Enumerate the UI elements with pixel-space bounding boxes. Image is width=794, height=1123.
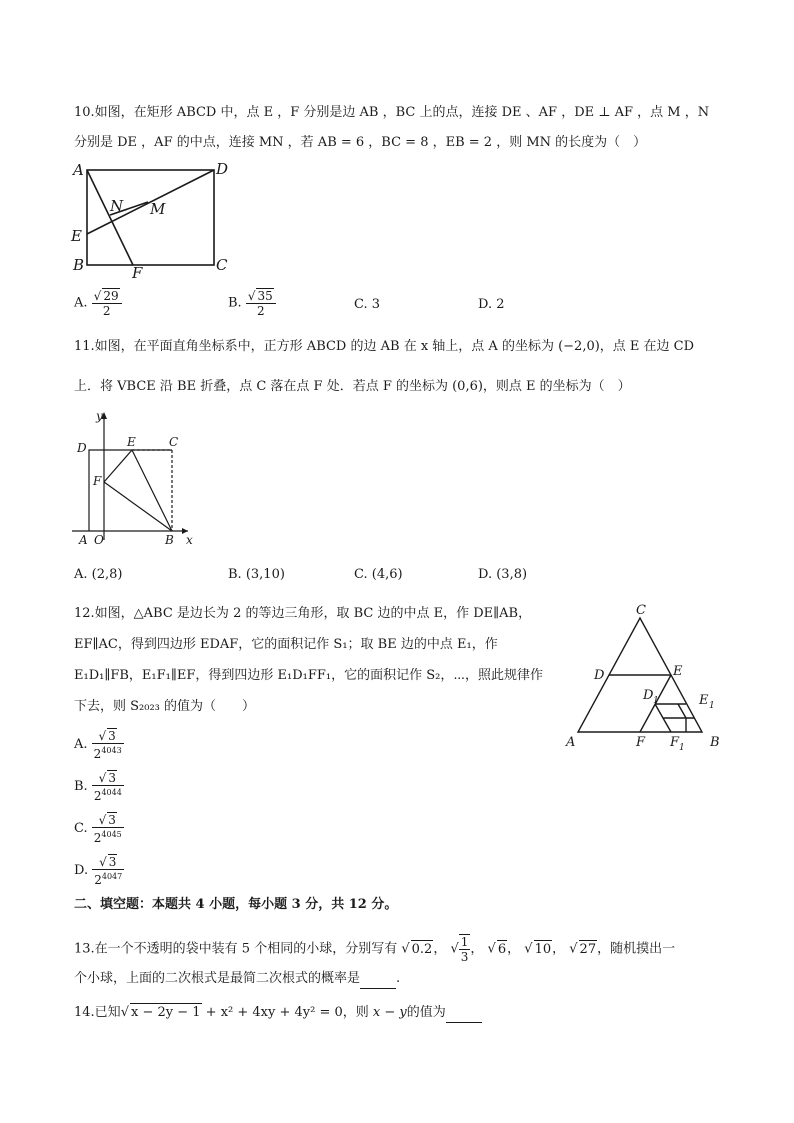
q10-option-c[interactable]: C. 3 xyxy=(354,297,381,312)
section-heading-fill-in: 二、填空题：本题共 4 小题，每小题 3 分，共 12 分。 xyxy=(74,897,398,912)
q13-line1: 13.在一个不透明的袋中装有 5 个相同的小球，分别写有 √ 0.2， √ $\frac{1}{3}$ ， √ 6， √ 10， √ 27，随机摸出一 xyxy=(74,935,676,964)
q11-option-c[interactable]: C. (4,6) xyxy=(354,567,403,582)
q10-label-f: F xyxy=(132,264,143,282)
q10-line1: 10.如图，在矩形 ABCD 中，点 E ，F 分别是边 AB ，BC 上的点，连接 DE 、AF ，DE ⊥ AF ，点 M ，N xyxy=(74,105,710,120)
q12-label-f1: F xyxy=(670,735,680,750)
q12-line2: EF∥AC，得到四边形 EDAF，它的面积记作 S₁；取 BE 边的中点 E₁，作 xyxy=(74,637,498,652)
q11-label-d: D xyxy=(77,441,87,455)
q12-label-d1: D xyxy=(643,688,654,703)
q10-label-m: M xyxy=(150,200,166,218)
q11-coordinate-figure xyxy=(70,408,200,548)
q10-label-a: A xyxy=(73,161,84,179)
q12-label-e1: E xyxy=(699,693,709,708)
q12-option-d[interactable]: D. $\frac{√ 3}{2^{4047}}$ xyxy=(74,855,123,887)
q10-label-b: B xyxy=(73,256,85,274)
q12-label-a: A xyxy=(566,735,576,750)
q11-label-f: F xyxy=(93,474,102,488)
q12-line4: 下去，则 S₂₀₂₃ 的值为（ ） xyxy=(74,699,256,714)
q11-option-b[interactable]: B. (3,10) xyxy=(228,567,285,582)
q10-option-a[interactable]: A. $\frac{√ 29}{2}$ xyxy=(74,288,122,318)
q13-line2: 个小球，上面的二次根式是最简二次根式的概率是 . xyxy=(74,970,400,989)
svg-text:1: 1 xyxy=(653,696,659,706)
q13-answer-blank[interactable] xyxy=(360,970,396,989)
q12-label-e: E xyxy=(673,664,683,679)
q12-line3: E₁D₁∥FB，E₁F₁∥EF，得到四边形 E₁D₁FF₁，它的面积记作 S₂，⋯，照此规律作 xyxy=(74,668,544,683)
q12-label-b: B xyxy=(710,735,720,750)
q10-rectangle-figure xyxy=(70,158,240,283)
q11-label-x: x xyxy=(186,533,193,547)
q11-label-y: y xyxy=(96,409,103,423)
q12-option-b[interactable]: B. $\frac{√ 3}{2^{4044}}$ xyxy=(74,771,122,803)
q11-label-c: C xyxy=(169,435,179,449)
q10-label-d: D xyxy=(216,160,229,178)
q11-option-d[interactable]: D. (3,8) xyxy=(478,567,528,582)
q10-option-b[interactable]: B. $\frac{√ 35}{2}$ xyxy=(228,288,276,318)
q12-label-c: C xyxy=(636,603,646,618)
q11-label-a: A xyxy=(79,533,88,547)
q11-option-a[interactable]: A. (2,8) xyxy=(74,567,123,582)
q14-line: 14.已知√ x − 2y − 1 + x² + 4xy + 4y² = 0，则 x − y的值为 xyxy=(74,1003,482,1023)
q11-label-o: O xyxy=(94,533,104,547)
q12-option-c[interactable]: C. $\frac{√ 3}{2^{4045}}$ xyxy=(74,813,122,845)
q12-label-d: D xyxy=(594,668,605,683)
q10-option-d[interactable]: D. 2 xyxy=(478,297,505,312)
q12-line1: 12.如图，△ABC 是边长为 2 的等边三角形，取 BC 边的中点 E，作 DE∥AB， xyxy=(74,606,532,621)
q11-line2: 上．将 VBCE 沿 BE 折叠，点 C 落在点 F 处．若点 F 的坐标为 (0,6)，则点 E 的坐标为（ ） xyxy=(74,379,631,394)
q10-label-n: N xyxy=(110,197,124,215)
svg-text:1: 1 xyxy=(679,743,685,753)
q10-label-c: C xyxy=(216,256,228,274)
q11-line1: 11.如图，在平面直角坐标系中，正方形 ABCD 的边 AB 在 x 轴上，点 A 的坐标为 (−2,0)，点 E 在边 CD xyxy=(74,339,695,354)
q12-option-a[interactable]: A. $\frac{√ 3}{2^{4043}}$ xyxy=(74,729,122,761)
q10-label-e: E xyxy=(71,227,82,245)
q12-triangle-figure xyxy=(560,600,730,760)
svg-text:1: 1 xyxy=(709,701,715,711)
q11-label-e: E xyxy=(127,435,136,449)
q11-label-b: B xyxy=(165,533,174,547)
q12-label-f: F xyxy=(636,735,646,750)
q14-answer-blank[interactable] xyxy=(446,1004,482,1023)
q10-line2: 分别是 DE ，AF 的中点，连接 MN ，若 AB = 6 ，BC = 8 ，EB = 2 ，则 MN 的长度为（ ） xyxy=(74,135,647,150)
